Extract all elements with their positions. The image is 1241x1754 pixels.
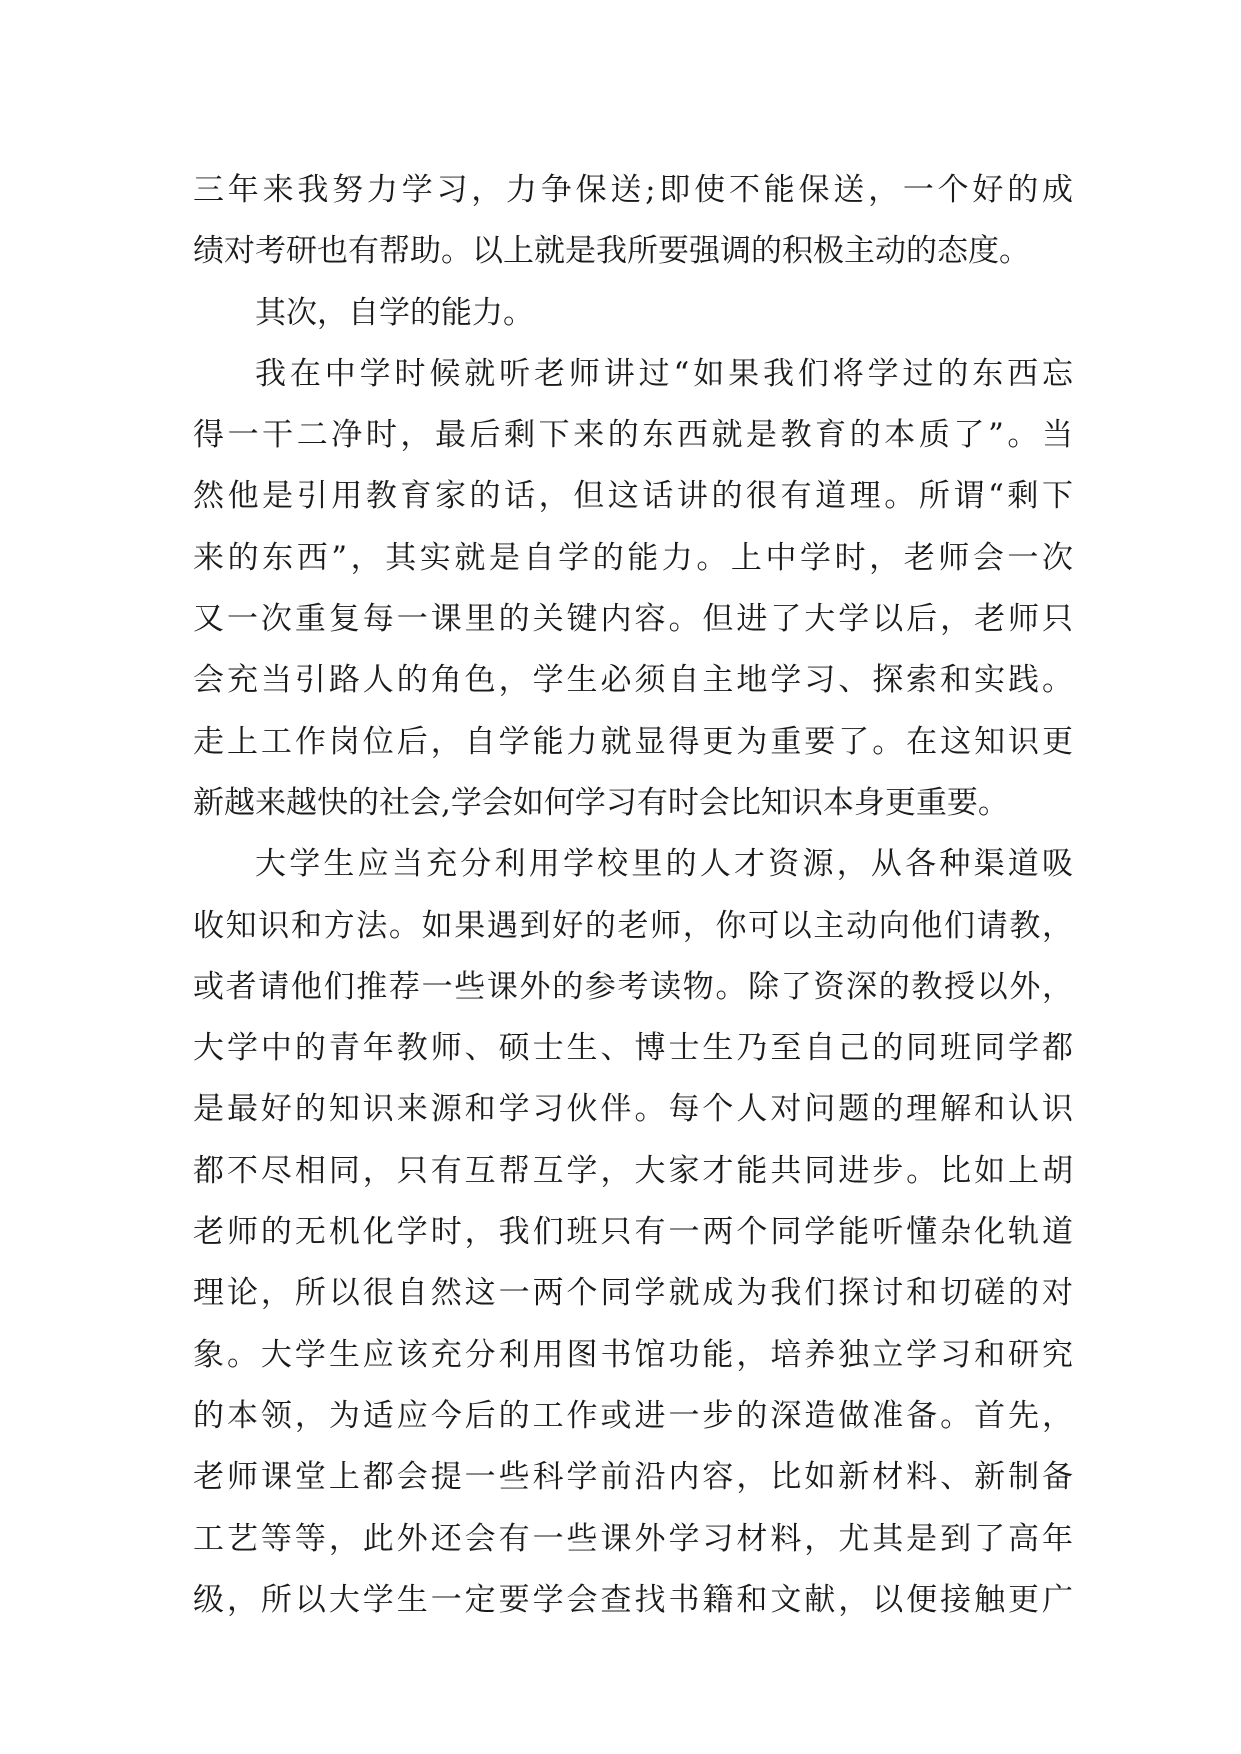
text-line: 三年来我努力学习，力争保送;即使不能保送，一个好的成 [193,172,1073,208]
text-line: 收知识和方法。如果遇到好的老师，你可以主动向他们请教， [193,907,1073,944]
text-line: 或者请他们推荐一些课外的参考读物。除了资深的教授以外， [193,968,1073,1005]
text-line: 来的东西”，其实就是自学的能力。上中学时，老师会一次 [193,539,1073,576]
text-line: 大学中的青年教师、硕士生、博士生乃至自己的同班同学都 [193,1030,1073,1067]
text-line: 都不尽相同，只有互帮互学，大家才能共同进步。比如上胡 [193,1152,1073,1189]
text-line: 得一干二净时，最后剩下来的东西就是教育的本质了”。当 [193,417,1073,454]
text-line: 走上工作岗位后，自学能力就显得更为重要了。在这知识更 [193,723,1073,760]
text-line: 工艺等等，此外还会有一些课外学习材料，尤其是到了高年 [193,1520,1073,1557]
text-line: 绩对考研也有帮助。以上就是我所要强调的积极主动的态度。 [193,233,1030,270]
text-line: 然他是引用教育家的话，但这话讲的很有道理。所谓“剩下 [193,478,1073,515]
text-line: 又一次重复每一课里的关键内容。但进了大学以后，老师只 [193,601,1073,638]
text-line: 老师的无机化学时，我们班只有一两个同学能听懂杂化轨道 [193,1214,1073,1251]
text-line: 的本领，为适应今后的工作或进一步的深造做准备。首先， [193,1397,1073,1434]
text-line: 其次，自学的能力。 [255,294,534,331]
text-line: 象。大学生应该充分利用图书馆功能，培养独立学习和研究 [193,1336,1073,1373]
text-line: 新越来越快的社会,学会如何学习有时会比知识本身更重要。 [193,784,1009,821]
text-line: 会充当引路人的角色，学生必须自主地学习、探索和实践。 [193,662,1073,699]
text-line: 级，所以大学生一定要学会查找书籍和文献，以便接触更广 [193,1581,1073,1618]
text-line: 老师课堂上都会提一些科学前沿内容，比如新材料、新制备 [193,1459,1073,1496]
body-text [193,160,1073,1631]
text-line: 理论，所以很自然这一两个同学就成为我们探讨和切磋的对 [193,1275,1073,1312]
text-line: 我在中学时候就听老师讲过“如果我们将学过的东西忘 [255,355,1073,392]
text-line: 大学生应当充分利用学校里的人才资源，从各种渠道吸 [255,846,1073,883]
text-line: 是最好的知识来源和学习伙伴。每个人对问题的理解和认识 [193,1091,1073,1128]
